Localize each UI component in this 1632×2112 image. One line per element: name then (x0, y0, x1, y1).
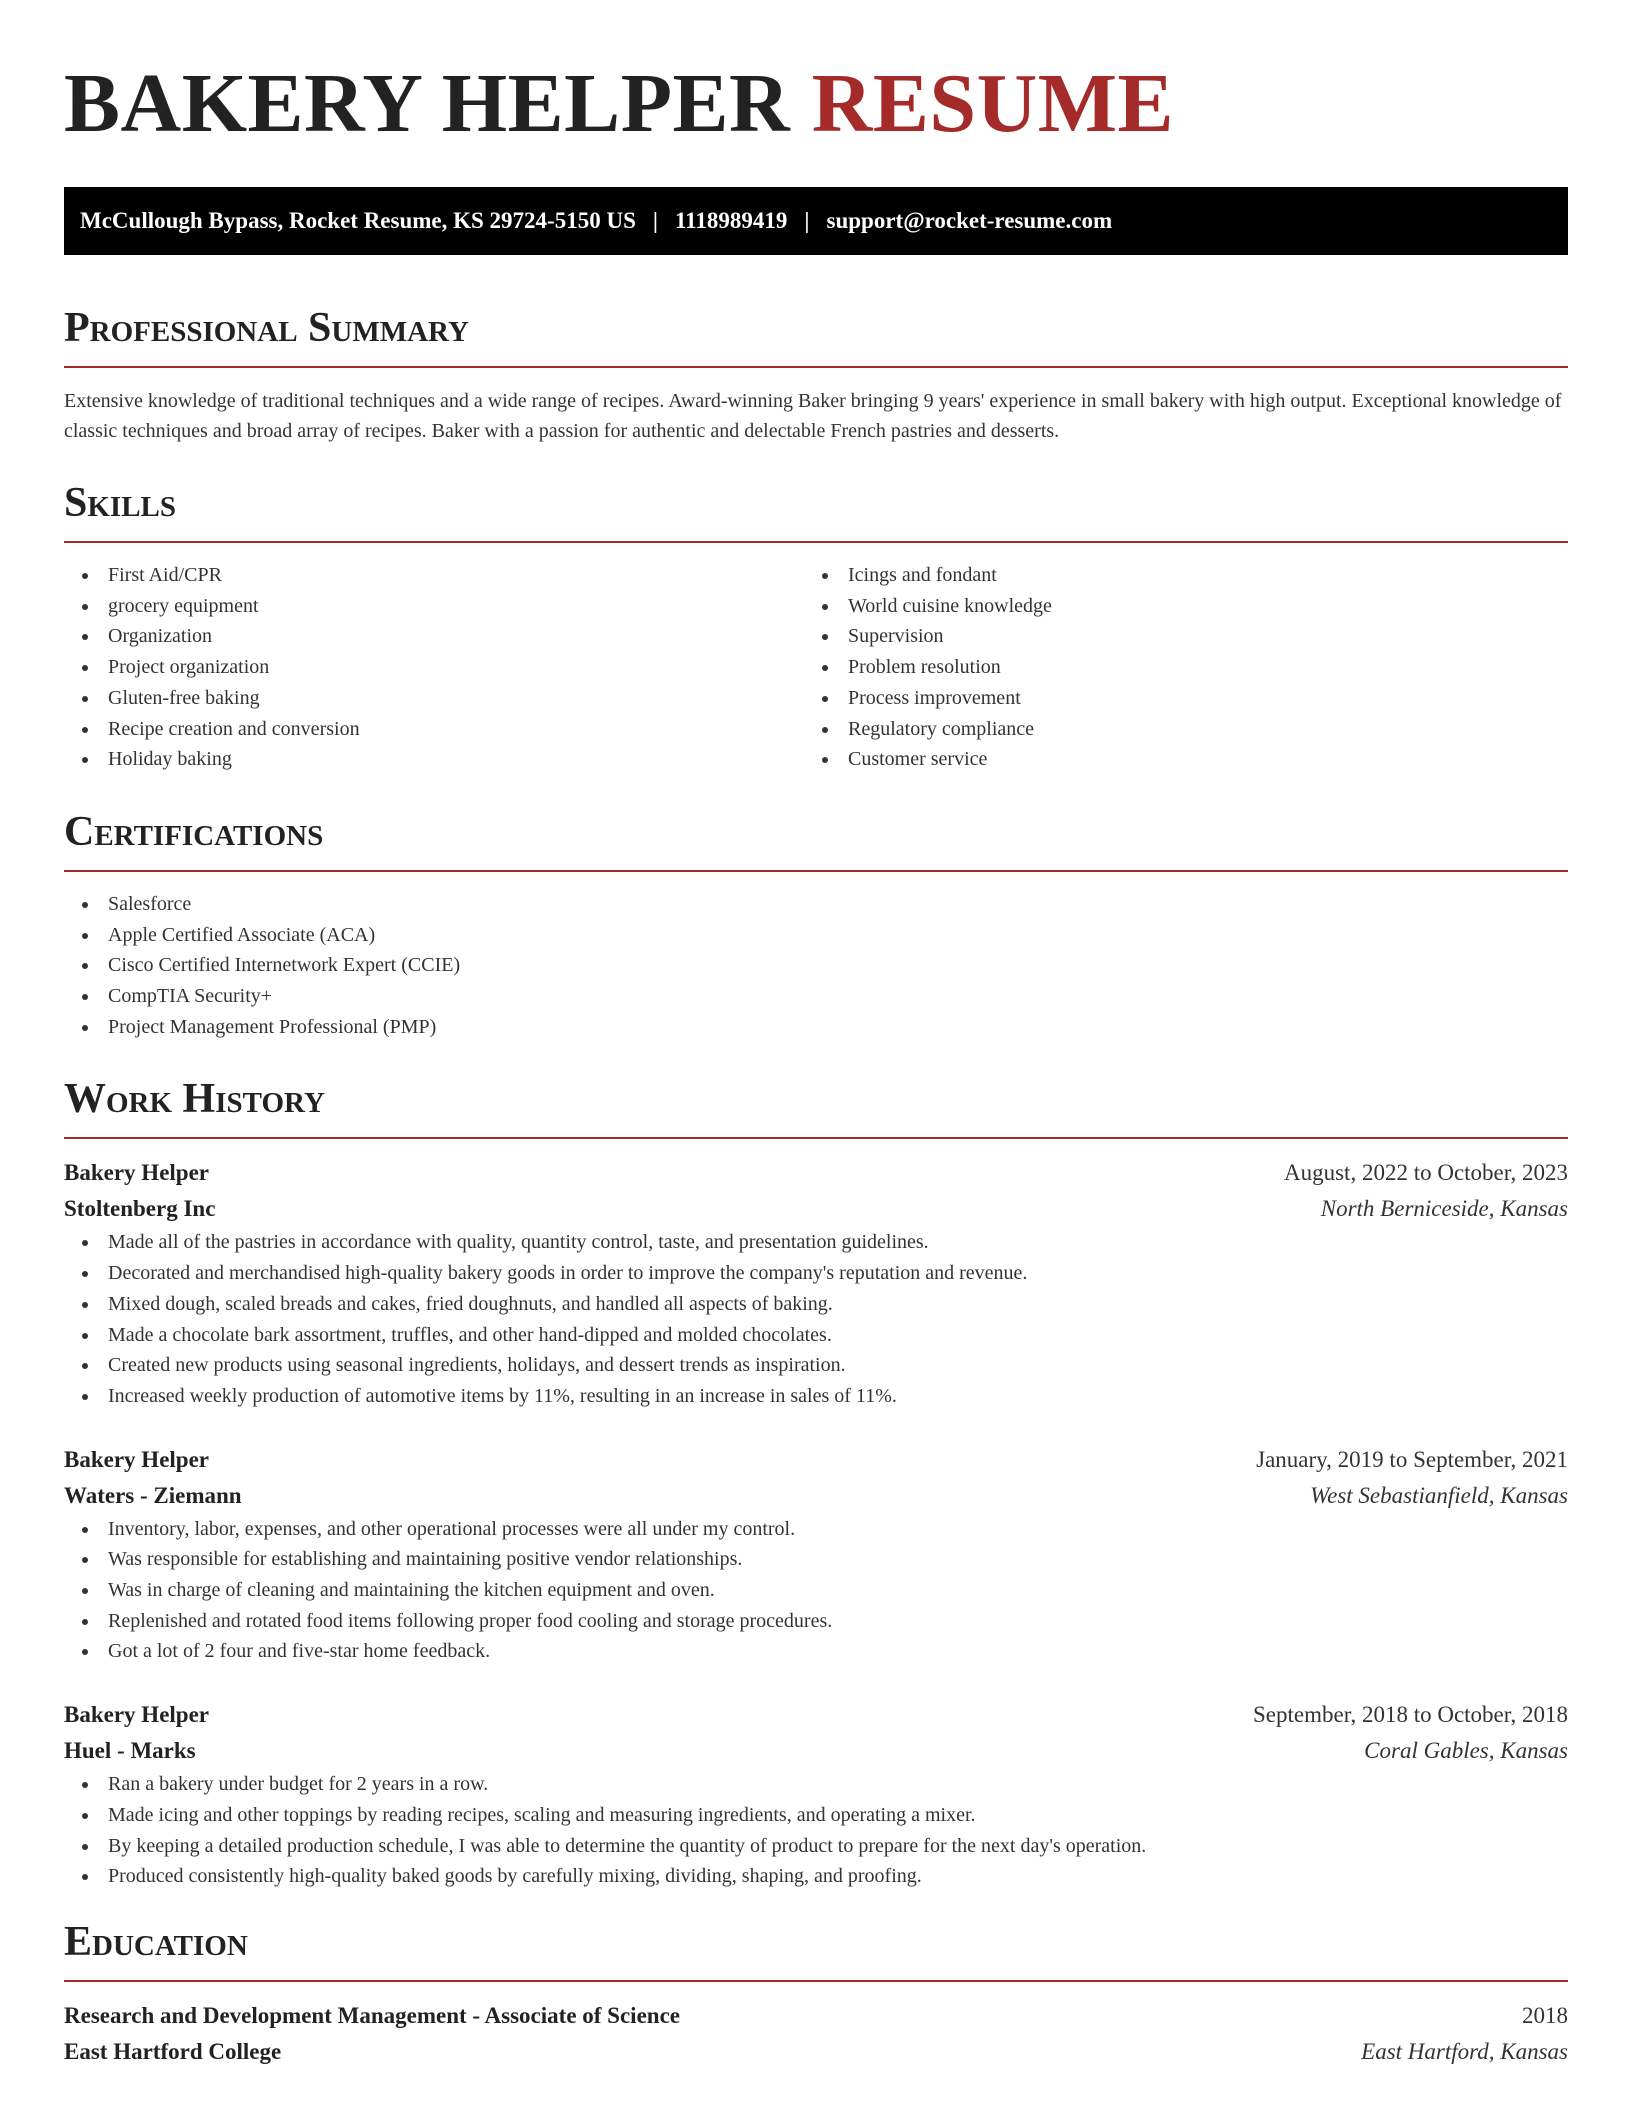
education-location: East Hartford, Kansas (1361, 2038, 1568, 2064)
skills-column-left (64, 560, 804, 775)
skill-item: Project organization (64, 652, 804, 683)
job-bullet: Decorated and merchandised high-quality bakery goods in order to improve the company's reputation and revenue. (64, 1258, 1568, 1289)
skill-item: Gluten-free baking (64, 683, 804, 714)
job-dates: January, 2019 to September, 2021 (1256, 1446, 1568, 1472)
education-section (64, 1916, 1568, 2070)
certification-item: Cisco Certified Internetwork Expert (CCIE) (64, 950, 1568, 981)
certification-item: CompTIA Security+ (64, 981, 1568, 1012)
job-title: Bakery Helper (64, 1160, 209, 1186)
job-entry (64, 1442, 1568, 1668)
certification-item: Salesforce (64, 889, 1568, 920)
job-location: Coral Gables, Kansas (1364, 1738, 1568, 1764)
job-title: Bakery Helper (64, 1702, 209, 1728)
section-divider (64, 870, 1568, 872)
skill-item: World cuisine knowledge (804, 591, 1544, 622)
contact-address: McCullough Bypass, Rocket Resume, KS 29724-5150 US (80, 208, 636, 233)
job-bullet: Made icing and other toppings by reading recipes, scaling and measuring ingredients, and operating a mixer. (64, 1800, 1568, 1831)
contact-separator: | (652, 208, 658, 233)
section-heading-work-history: Work History (64, 1076, 325, 1123)
job-bullet: Created new products using seasonal ingredients, holidays, and dessert trends as inspiration. (64, 1350, 1568, 1381)
summary-section (64, 302, 1568, 446)
education-subheader (64, 2034, 1568, 2070)
summary-text: Extensive knowledge of traditional techniques and a wide range of recipes. Award-winning Baker bringing 9 years' experience in small bakery with high output. Exceptional knowledge of classic techniques and broad array of recipes. Baker with a passion for authentic and delectable French pastries and desserts. (64, 390, 1562, 442)
certification-item: Apple Certified Associate (ACA) (64, 920, 1568, 951)
section-heading-education: Education (64, 1918, 248, 1965)
certifications-section (64, 806, 1568, 1043)
education-entry (64, 1998, 1568, 2070)
education-school: East Hartford College (64, 2038, 282, 2064)
skill-item: Problem resolution (804, 652, 1544, 683)
section-heading-summary: Professional Summary (64, 305, 469, 351)
job-company: Huel - Marks (64, 1738, 196, 1764)
section-heading-certifications: Certifications (64, 808, 324, 855)
title-accent: RESUME (811, 57, 1175, 150)
job-bullet: By keeping a detailed production schedule, I was able to determine the quantity of product to prepare for the next day's operation. (64, 1831, 1568, 1862)
work-history-section (64, 1073, 1568, 1892)
skill-item: Holiday baking (64, 744, 804, 775)
skill-item: Customer service (804, 744, 1544, 775)
job-entry (64, 1155, 1568, 1411)
job-header (64, 1155, 1568, 1191)
job-company: Stoltenberg Inc (64, 1196, 216, 1222)
skill-item: Supervision (804, 621, 1544, 652)
resume-title (64, 56, 1568, 152)
skills-grid (64, 560, 1568, 775)
certification-item: Project Management Professional (PMP) (64, 1012, 1568, 1043)
skill-item: Icings and fondant (804, 560, 1544, 591)
job-bullet: Was in charge of cleaning and maintaining the kitchen equipment and oven. (64, 1575, 1568, 1606)
job-bullet: Ran a bakery under budget for 2 years in a row. (64, 1769, 1568, 1800)
skill-item: First Aid/CPR (64, 560, 804, 591)
section-divider (64, 1980, 1568, 1982)
job-bullet: Mixed dough, scaled breads and cakes, fried doughnuts, and handled all aspects of baking. (64, 1289, 1568, 1320)
contact-email: support@rocket-resume.com (826, 208, 1113, 233)
title-main: BAKERY HELPER (64, 57, 791, 150)
job-subheader (64, 1733, 1568, 1769)
job-entry (64, 1697, 1568, 1892)
education-year: 2018 (1522, 2002, 1568, 2028)
contact-separator: | (804, 208, 810, 233)
section-divider (64, 1137, 1568, 1139)
job-bullet: Made a chocolate bark assortment, truffles, and other hand-dipped and molded chocolates. (64, 1320, 1568, 1351)
contact-phone: 1118989419 (674, 208, 788, 233)
section-divider (64, 366, 1568, 368)
job-bullet: Made all of the pastries in accordance with quality, quantity control, taste, and presentation guidelines. (64, 1227, 1568, 1258)
skills-column-right (804, 560, 1544, 775)
skill-item: Regulatory compliance (804, 714, 1544, 745)
job-subheader (64, 1191, 1568, 1227)
job-header (64, 1442, 1568, 1478)
skills-section (64, 477, 1568, 775)
education-header (64, 1998, 1568, 2034)
job-dates: September, 2018 to October, 2018 (1253, 1702, 1568, 1728)
job-bullet: Increased weekly production of automotive items by 11%, resulting in an increase in sales of 11%. (64, 1381, 1568, 1412)
job-company: Waters - Ziemann (64, 1482, 242, 1508)
job-location: North Berniceside, Kansas (1320, 1196, 1568, 1222)
job-dates: August, 2022 to October, 2023 (1284, 1160, 1568, 1186)
job-bullet: Inventory, labor, expenses, and other operational processes were all under my control. (64, 1514, 1568, 1545)
skill-item: grocery equipment (64, 591, 804, 622)
skill-item: Recipe creation and conversion (64, 714, 804, 745)
job-location: West Sebastianfield, Kansas (1310, 1482, 1568, 1508)
section-heading-skills: Skills (64, 480, 177, 526)
skill-item: Organization (64, 621, 804, 652)
job-title: Bakery Helper (64, 1446, 209, 1472)
job-subheader (64, 1478, 1568, 1514)
job-header (64, 1697, 1568, 1733)
education-degree: Research and Development Management - Associate of Science (64, 2002, 680, 2028)
job-bullet: Replenished and rotated food items following proper food cooling and storage procedures. (64, 1606, 1568, 1637)
job-bullet: Got a lot of 2 four and five-star home feedback. (64, 1636, 1568, 1667)
job-bullet: Produced consistently high-quality baked goods by carefully mixing, dividing, shaping, and proofing. (64, 1861, 1568, 1892)
job-bullet: Was responsible for establishing and maintaining positive vendor relationships. (64, 1544, 1568, 1575)
skill-item: Process improvement (804, 683, 1544, 714)
contact-bar (64, 187, 1568, 255)
section-divider (64, 541, 1568, 543)
